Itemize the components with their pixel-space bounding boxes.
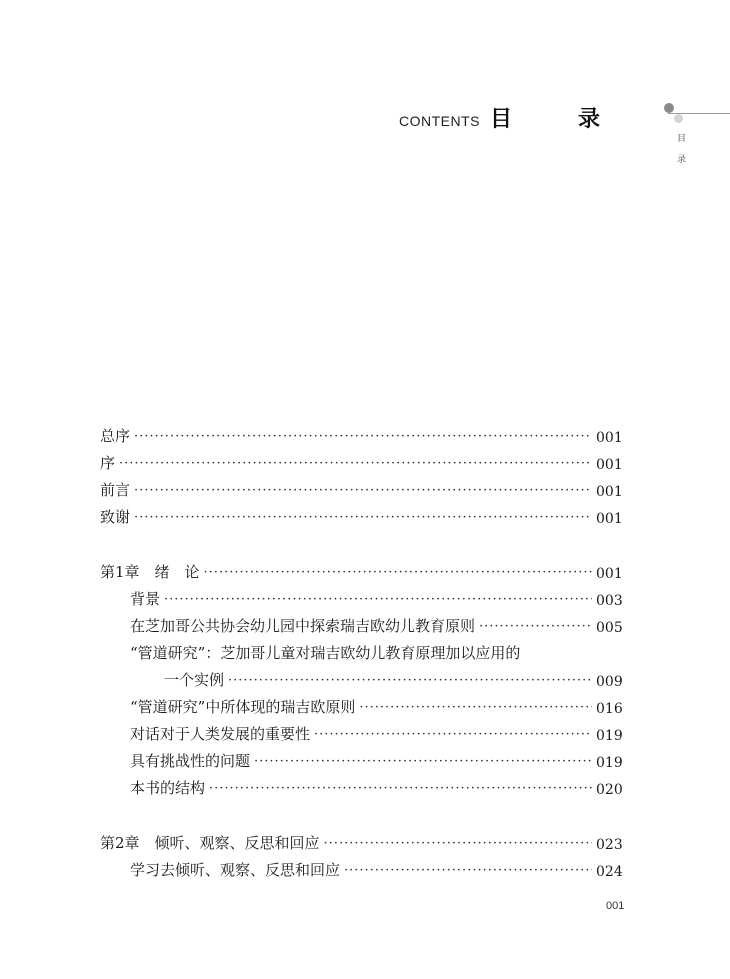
toc-entry-label: 本书的结构 bbox=[130, 779, 206, 797]
toc-entry-label: “管道研究”：芝加哥儿童对瑞吉欧幼儿教育原理加以应用的 bbox=[130, 644, 521, 662]
toc-entry-label: 在芝加哥公共协会幼儿园中探索瑞吉欧幼儿教育原则 bbox=[130, 617, 476, 635]
toc-entry-acknowledgements[interactable] bbox=[100, 500, 622, 527]
toc-entry-page: 023 bbox=[596, 837, 623, 853]
leader-dots bbox=[254, 752, 592, 772]
contents-header bbox=[399, 102, 622, 133]
toc-chapter-1[interactable] bbox=[100, 555, 622, 582]
leader-dots bbox=[479, 617, 592, 637]
leader-dots bbox=[134, 481, 592, 501]
toc-entry-page: 020 bbox=[596, 782, 623, 798]
table-of-contents bbox=[100, 419, 622, 880]
chapter-title: 第2章 倾听、观察、反思和回应 bbox=[100, 834, 320, 852]
toc-entry-page: 024 bbox=[596, 864, 623, 880]
side-tab-char-1: 目 bbox=[677, 134, 687, 144]
toc-entry-page: 001 bbox=[596, 484, 623, 500]
toc-entry-page: 001 bbox=[596, 430, 623, 446]
toc-entry-label: 具有挑战性的问题 bbox=[130, 752, 251, 770]
side-tab-dark-dot bbox=[664, 103, 674, 113]
toc-entry-page: 005 bbox=[596, 620, 623, 636]
toc-entry-label: 序 bbox=[100, 454, 116, 472]
chapter-title: 第1章 绪 论 bbox=[100, 563, 200, 581]
toc-section-book-structure[interactable] bbox=[100, 771, 622, 798]
leader-dots bbox=[204, 563, 592, 583]
side-tab-light-dot bbox=[674, 114, 683, 123]
leader-dots bbox=[314, 725, 592, 745]
toc-entry-page: 009 bbox=[596, 674, 623, 690]
contents-english-title: CONTENTS bbox=[398, 113, 480, 129]
toc-chapter-2[interactable] bbox=[100, 826, 622, 853]
leader-dots bbox=[359, 698, 592, 718]
toc-section-challenging-questions[interactable] bbox=[100, 744, 622, 771]
toc-entry-label: 前言 bbox=[100, 481, 131, 499]
leader-dots bbox=[228, 671, 592, 691]
toc-entry-page: 003 bbox=[596, 593, 623, 609]
toc-section-reggio-principles[interactable] bbox=[100, 690, 622, 717]
leader-dots bbox=[209, 779, 592, 799]
section-gap bbox=[100, 527, 622, 555]
toc-entry-label-continued: 一个实例 bbox=[164, 671, 225, 689]
leader-dots bbox=[324, 834, 592, 854]
toc-entry-label: 致谢 bbox=[100, 508, 131, 526]
page-number: 001 bbox=[606, 900, 625, 912]
toc-entry-page: 001 bbox=[596, 511, 623, 527]
section-gap bbox=[100, 798, 622, 826]
toc-entry-page: 019 bbox=[596, 728, 623, 744]
toc-section-dialogue[interactable] bbox=[100, 717, 622, 744]
side-tab-char-2: 录 bbox=[677, 155, 687, 165]
toc-entry-label: 对话对于人类发展的重要性 bbox=[130, 725, 311, 743]
toc-entry-label: “管道研究”中所体现的瑞吉欧原则 bbox=[130, 698, 356, 716]
leader-dots bbox=[119, 454, 592, 474]
toc-entry-page: 001 bbox=[596, 566, 623, 582]
toc-entry-page: 016 bbox=[596, 701, 623, 717]
toc-section-pipe-study-line2[interactable] bbox=[100, 663, 622, 690]
toc-section-learning-to-listen[interactable] bbox=[100, 853, 622, 880]
toc-entry-label: 背景 bbox=[130, 590, 161, 608]
toc-section-pipe-study-line1[interactable] bbox=[100, 636, 622, 663]
toc-entry-page: 001 bbox=[596, 457, 623, 473]
toc-section-chicago-exploration[interactable] bbox=[100, 609, 622, 636]
contents-chinese-title: 目 录 bbox=[489, 107, 622, 132]
toc-entry-general-preface[interactable] bbox=[100, 419, 622, 446]
leader-dots bbox=[134, 427, 592, 447]
leader-dots bbox=[134, 508, 592, 528]
leader-dots bbox=[164, 590, 592, 610]
toc-entry-label: 学习去倾听、观察、反思和回应 bbox=[130, 861, 341, 879]
leader-dots bbox=[344, 861, 592, 881]
toc-section-background[interactable] bbox=[100, 582, 622, 609]
toc-entry-foreword[interactable] bbox=[100, 473, 622, 500]
toc-entry-preface[interactable] bbox=[100, 446, 622, 473]
toc-entry-label: 总序 bbox=[100, 427, 131, 445]
toc-entry-page: 019 bbox=[596, 755, 623, 771]
